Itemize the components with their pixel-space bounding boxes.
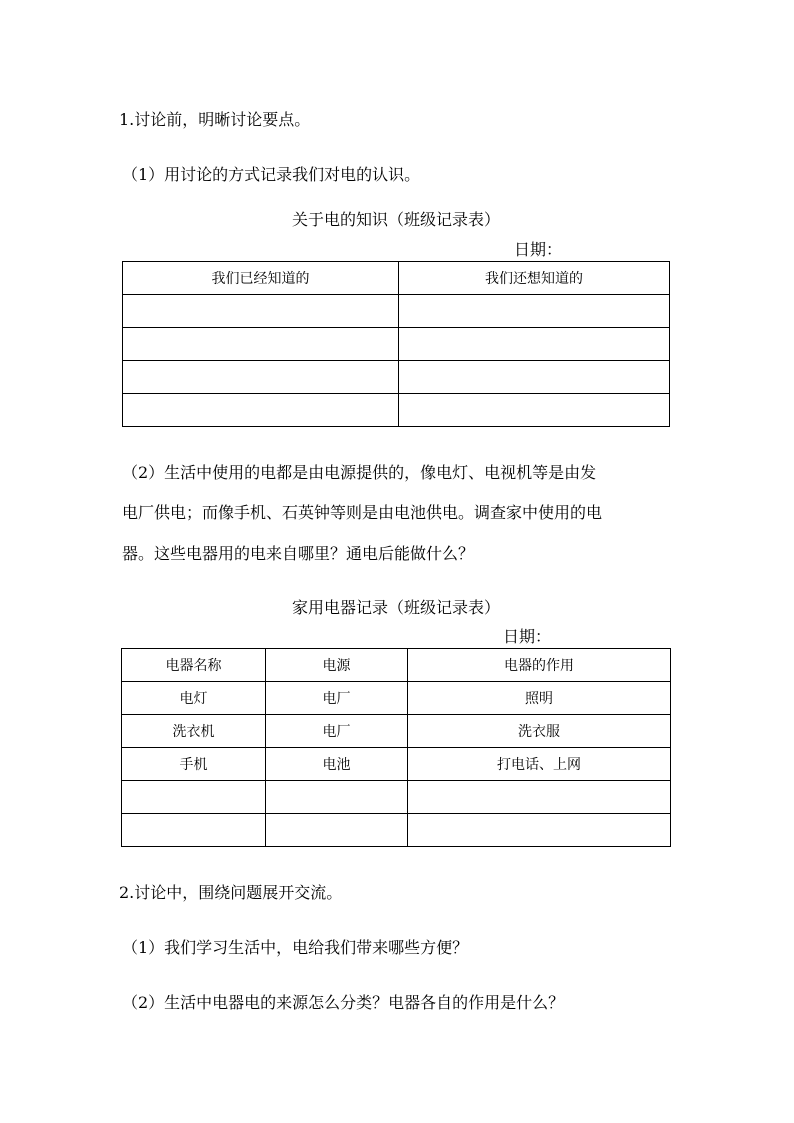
table-cell [399,295,670,328]
table-cell: 打电话、上网 [408,748,671,781]
table-cell [399,328,670,361]
table2-title: 家用电器记录（班级记录表） [291,598,500,617]
table-cell [399,394,670,427]
table-cell [122,781,266,814]
table1-title: 关于电的知识（班级记录表） [291,210,500,229]
table-cell [266,781,408,814]
table-row [123,394,670,427]
table-row [123,328,670,361]
table-cell [266,814,408,847]
table-cell [123,394,399,427]
table-row [123,361,670,394]
section2-item2: （2）生活中电器电的来源怎么分类？电器各自的作用是什么？ [122,993,565,1012]
table-row [122,715,671,748]
table-cell [408,814,671,847]
section1-heading: 1.讨论前，明晰讨论要点。 [119,110,311,129]
table-row [123,295,670,328]
table-cell [408,781,671,814]
table-cell: 洗衣机 [122,715,266,748]
table-cell [123,328,399,361]
table-cell [122,814,266,847]
table-header-cell: 电源 [266,649,408,682]
table-cell: 电厂 [266,715,408,748]
section1-item2-line1: （2）生活中使用的电都是由电源提供的，像电灯、电视机等是由发 [122,463,597,482]
table-cell: 电灯 [122,682,266,715]
knowledge-table [122,261,670,427]
table-cell: 电厂 [266,682,408,715]
table2-date-label: 日期： [503,627,552,646]
table-row [122,748,671,781]
table-header-row [122,649,671,682]
section1-item2-line3: 器。这些电器用的电来自哪里？通电后能做什么？ [122,544,475,563]
table-header-cell: 电器的作用 [408,649,671,682]
table-cell [399,361,670,394]
section2-heading: 2.讨论中，围绕问题展开交流。 [119,883,343,902]
table-cell: 电池 [266,748,408,781]
table-row [122,781,671,814]
section1-item2-line2: 电厂供电；而像手机、石英钟等则是由电池供电。调查家中使用的电 [122,503,603,522]
table-cell: 照明 [408,682,671,715]
section2-item1: （1）我们学习生活中，电给我们带来哪些方便？ [122,938,469,957]
table-cell [123,295,399,328]
table1-date-label: 日期： [514,240,563,259]
table-cell [123,361,399,394]
table-header-cell: 我们已经知道的 [123,262,399,295]
table-row [122,682,671,715]
table-row [122,814,671,847]
table-header-row [123,262,670,295]
table-header-cell: 电器名称 [122,649,266,682]
table-cell: 洗衣服 [408,715,671,748]
section1-item1: （1）用讨论的方式记录我们对电的认识。 [122,165,421,184]
table-cell: 手机 [122,748,266,781]
appliance-table [121,648,671,847]
table-header-cell: 我们还想知道的 [399,262,670,295]
